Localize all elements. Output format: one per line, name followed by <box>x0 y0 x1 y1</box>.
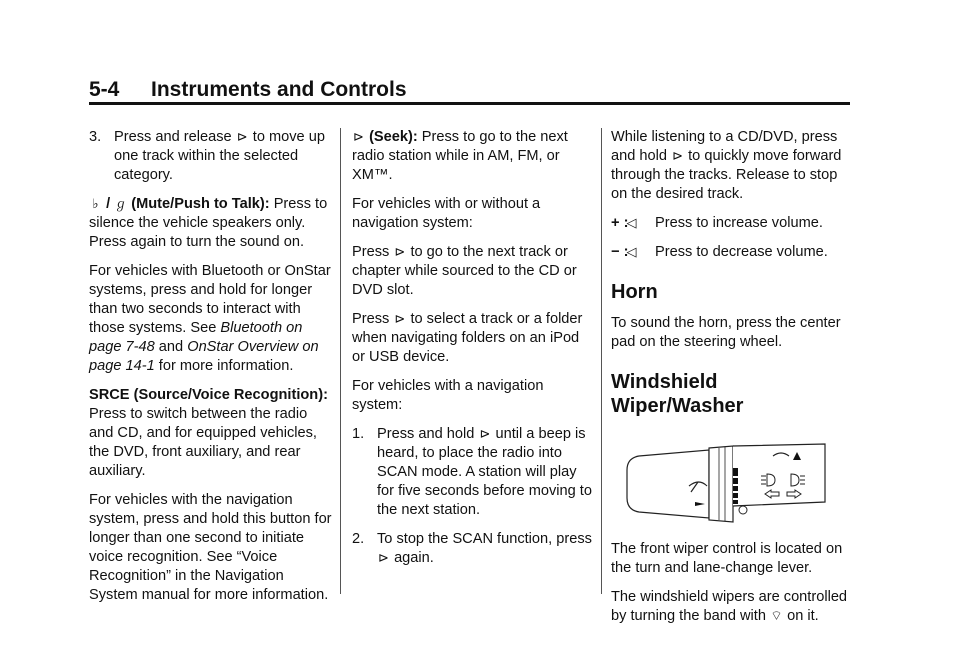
wiper-location-text: The front wiper control is located on the turn and lane-change lever. <box>611 541 843 576</box>
volume-down-row <box>611 243 854 262</box>
srce-paragraph <box>89 386 333 481</box>
step-3-text-b: to move up one track within the selected category. <box>114 129 325 183</box>
press-next-track <box>352 243 592 300</box>
seek-next-icon: ⊳ <box>479 427 491 442</box>
step-2-number: 2. <box>352 531 365 547</box>
bluetooth-and: and <box>158 339 184 355</box>
page-number: 5-4 <box>89 78 120 101</box>
column-3 <box>611 128 854 636</box>
volume-down-label: − : <box>611 244 629 260</box>
bluetooth-link[interactable]: Bluetooth on page 7-48 <box>89 320 303 355</box>
horn-text: To sound the horn, press the center pad on the steering wheel. <box>611 315 841 350</box>
bluetooth-text-a: For vehicles with Bluetooth or OnStar systems, press and hold for longer than two seconds to interact with those systems. See <box>89 263 331 336</box>
press-select-track-b: to select a track or a folder when navigating folders on an iPod or USB device. <box>352 311 583 365</box>
volume-up-text: Press to increase volume. <box>655 215 823 231</box>
step-2-text-a: To stop the SCAN function, press <box>377 531 592 547</box>
press-next-track-a: Press <box>352 244 390 260</box>
wiper-heading: Windshield Wiper/Washer <box>611 371 744 417</box>
wiper-lever-illustration <box>625 440 829 524</box>
column-1 <box>89 128 333 615</box>
step-2-text-b: again. <box>394 550 434 566</box>
nav-voice-paragraph: For vehicles with the navigation system, press and hold this button for longer than one second to initiate voice recognition. See “Voice Recognition” in the Navigation System manual for more information. <box>89 492 332 603</box>
volume-down-text: Press to decrease volume. <box>655 244 828 260</box>
step-3 <box>89 128 333 185</box>
cd-forward-b: to quickly move forward through the tracks. Release to stop on the desired track. <box>611 148 842 202</box>
cd-forward-a: While listening to a CD/DVD, press and hold <box>611 129 838 164</box>
horn-heading: Horn <box>611 281 658 303</box>
header-rule <box>89 102 850 105</box>
onstar-link[interactable]: OnStar Overview on page 14-1 <box>89 339 319 374</box>
column-2 <box>352 128 592 578</box>
step-2 <box>352 530 592 568</box>
step-3-number: 3. <box>89 129 102 145</box>
column-divider-1 <box>340 128 341 594</box>
wiper-band-text-b: on it. <box>787 608 819 624</box>
with-without-nav: For vehicles with or without a navigation system: <box>352 196 541 231</box>
seek-next-icon: ⊳ <box>394 245 406 260</box>
mute-text: Press to silence the vehicle speakers only. Press again to turn the sound on. <box>89 196 328 250</box>
volume-up-row <box>611 214 854 233</box>
volume-up-label: + : <box>611 215 629 231</box>
mute-icon: ♭ <box>92 197 99 212</box>
bluetooth-text-b: for more information. <box>158 358 294 374</box>
srce-label: SRCE (Source/Voice Recognition): <box>89 387 328 403</box>
seek-next-icon: ⊳ <box>672 149 684 164</box>
press-select-track <box>352 310 592 367</box>
icon-separator: / <box>106 196 111 212</box>
press-next-track-b: to go to the next track or chapter while sourced to the CD or DVD slot. <box>352 244 577 298</box>
wiper-band-text <box>611 588 854 626</box>
step-1-text-b: until a beep is heard, to place the radio into SCAN mode. A station will play for five seconds before moving to the next station. <box>377 426 592 518</box>
seek-next-icon: ⊳ <box>394 312 406 327</box>
column-divider-2 <box>601 128 602 594</box>
press-select-track-a: Press <box>352 311 390 327</box>
wiper-band-text-a: The windshield wipers are controlled by turning the band with <box>611 589 848 624</box>
step-1-number: 1. <box>352 426 365 442</box>
seek-next-icon: ⊳ <box>378 551 389 566</box>
mute-paragraph <box>89 195 333 252</box>
step-1 <box>352 425 592 520</box>
speaker-volume-icon: ◁ <box>626 216 637 231</box>
wiper-icon: ⌔ <box>770 609 783 624</box>
seek-label: (Seek): <box>369 129 418 145</box>
mute-label: (Mute/Push to Talk): <box>131 196 270 212</box>
bluetooth-paragraph <box>89 262 333 376</box>
seek-next-icon: ⊳ <box>353 130 364 145</box>
section-title: Instruments and Controls <box>151 78 407 101</box>
seek-next-icon: ⊳ <box>236 130 248 145</box>
step-1-text-a: Press and hold <box>377 426 475 442</box>
seek-paragraph <box>352 128 592 185</box>
with-nav: For vehicles with a navigation system: <box>352 378 544 413</box>
step-3-text-a: Press and release <box>114 129 232 145</box>
seek-text: Press to go to the next radio station while in AM, FM, or XM™. <box>352 129 568 183</box>
push-to-talk-icon: ℊ <box>114 197 128 212</box>
cd-forward-paragraph <box>611 128 854 204</box>
srce-text: Press to switch between the radio and CD, and for equipped vehicles, the DVD, front auxiliary, and rear auxiliary. <box>89 406 317 479</box>
speaker-volume-icon: ◁ <box>626 245 637 260</box>
